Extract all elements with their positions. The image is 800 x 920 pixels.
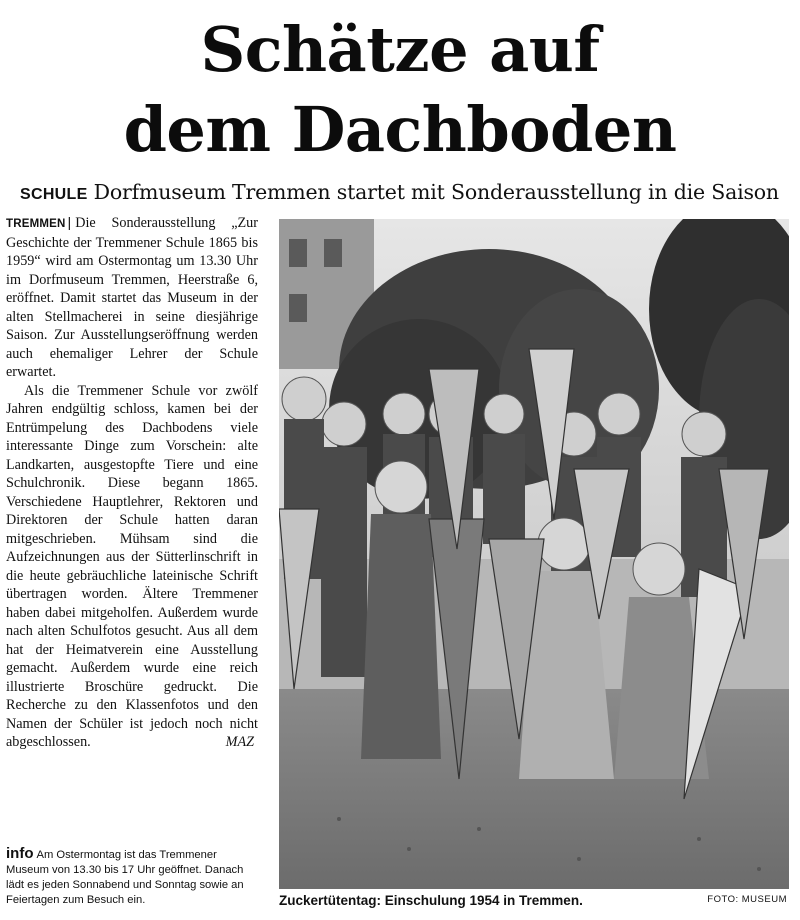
- section-kicker: SCHULE: [20, 186, 88, 203]
- info-label: info: [6, 845, 34, 862]
- headline-line-1: Schätze auf: [200, 13, 600, 86]
- subheadline-text: Dorfmuseum Tremmen startet mit Sonderausstellung in die Saison: [93, 180, 779, 204]
- dateline: TREMMEN: [6, 218, 66, 230]
- article-paragraph-1: [6, 214, 258, 382]
- class-photo-illustration: [279, 219, 789, 889]
- caption-text: Zuckertütentag: Einschulung 1954 in Tremmen.: [279, 893, 583, 908]
- class-photo: [279, 219, 789, 889]
- paragraph-2-text: Als die Tremmener Schule vor zwölf Jahren endgültig schloss, kamen bei der Entrümpelung des Dachbodens viele interessante Dinge zum Vorschein: alte Landkarten, ausgestopfte Tiere und eine Schulchronik. Diese begann 1865. Verschiedene Hauptlehrer, Rektoren und Direktoren der Schule hatten daran mitgeschrieben. Mühsam sind die Aufzeichnungen aus der Sütterlinschrift in die heute gebräuchliche lateinische Schrift übertragen worden. Ältere Tremmener haben dabei mitgeholfen. Außerdem wurde nach alten Schulfotos gesucht. Aus all dem hat der Heimatverein eine Ausstellung gemacht. Außerdem wurde eine reich illustrierte Broschüre gedruckt. Die Recherche zu den Klassenfotos und den Namen der Schüler ist jedoch noch nicht abgeschlossen.: [6, 382, 258, 750]
- headline: [0, 10, 800, 170]
- paragraph-1-text: Die Sonderausstellung „Zur Geschichte der Tremmener Schule 1865 bis 1959“ wird am Ostermontag um 13.30 Uhr im Dorfmuseum Tremmen, Heerstraße 6, eröffnet. Damit startet das Museum in der alten Stellmacherei in seine diesjährige Saison. Zur Ausstellungseröffnung werden auch ehemaliger Lehrer der Schule erwartet.: [6, 215, 258, 380]
- author-signature: MAZ: [225, 734, 254, 750]
- headline-line-2: dem Dachboden: [123, 93, 677, 166]
- info-text: Am Ostermontag ist das Tremmener Museum von 13.30 bis 17 Uhr geöffnet. Danach lädt es jeden Sonnabend und Sonntag sowie an Feiertagen zum Besuch ein.: [6, 849, 244, 906]
- article-body: [6, 214, 258, 752]
- info-box: [6, 846, 258, 908]
- dateline-separator: |: [67, 215, 72, 231]
- photo-caption: [279, 892, 789, 910]
- photo-credit: FOTO: MUSEUM: [707, 894, 787, 905]
- subheadline: [20, 178, 790, 209]
- article-paragraph-2: [6, 382, 258, 752]
